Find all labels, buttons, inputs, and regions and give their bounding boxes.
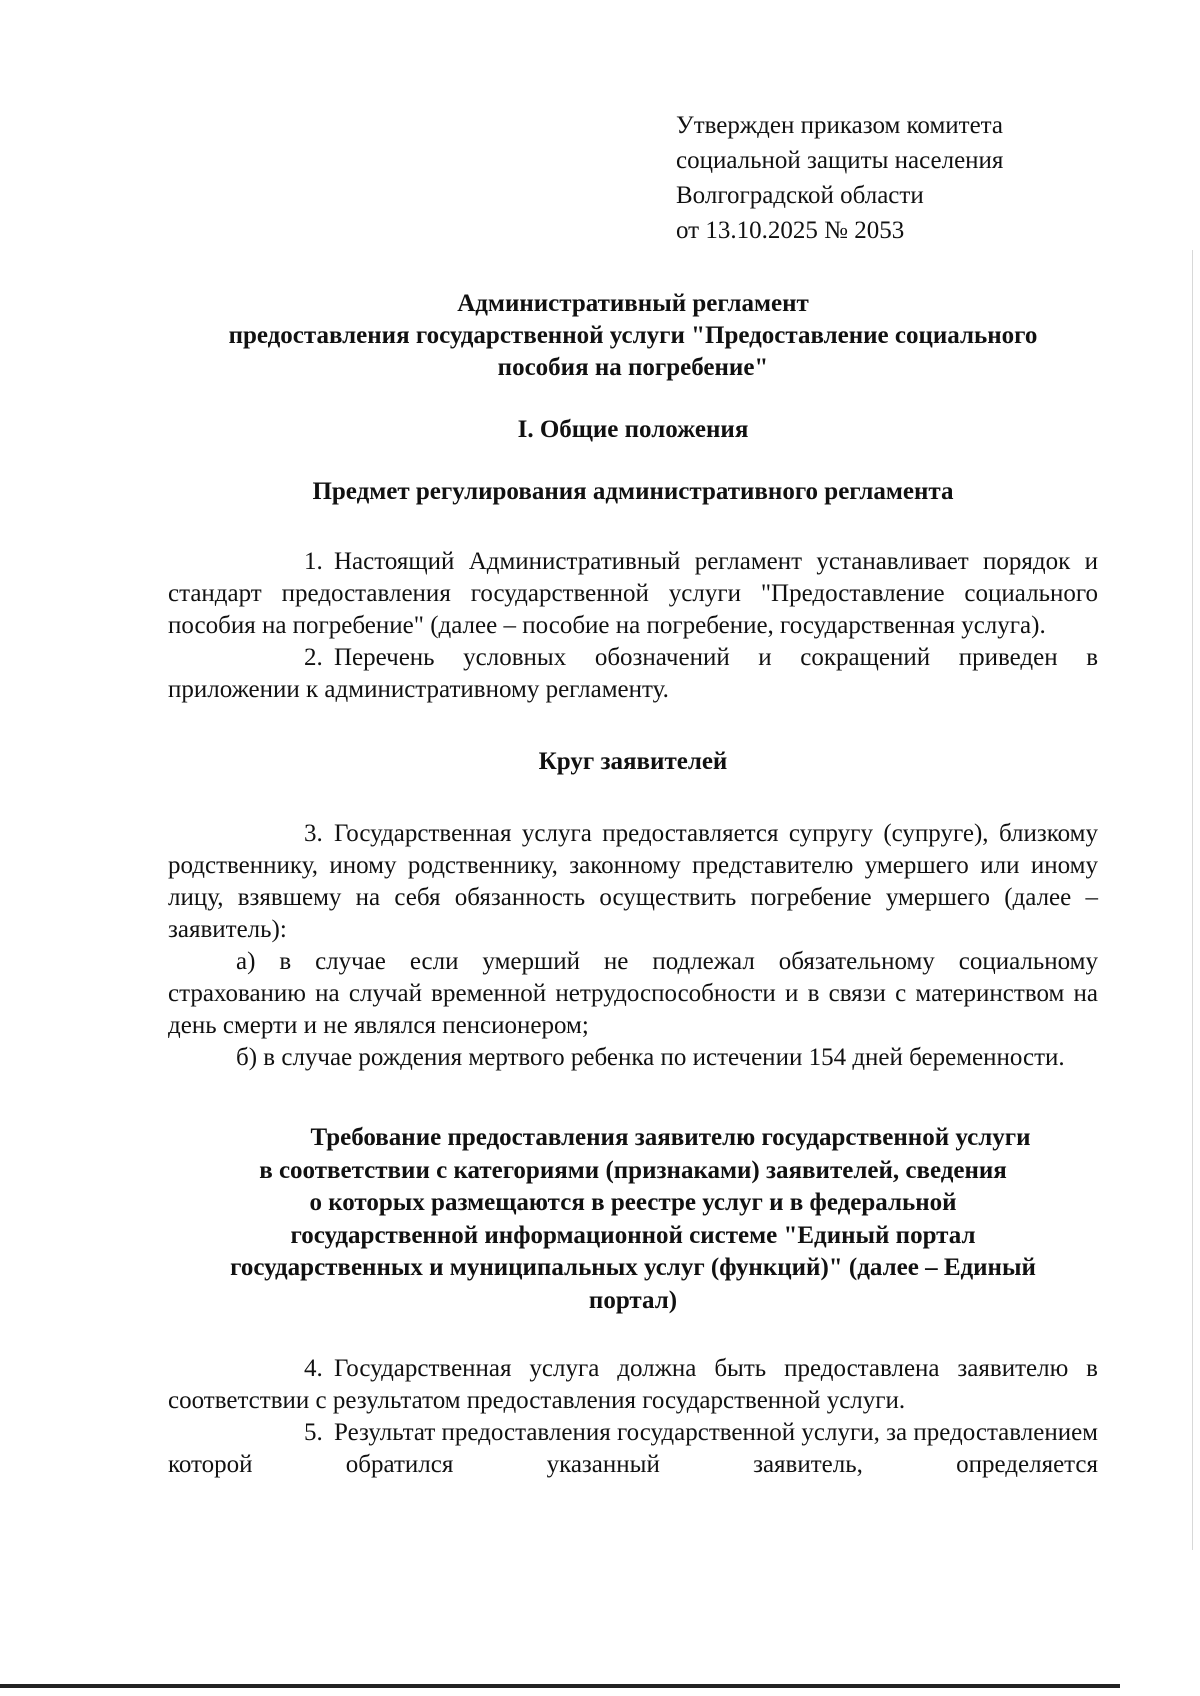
scan-bottom-border [0,1684,1120,1688]
requirement-title-line: в соответствии с категориями (признаками) заявителей, сведения [259,1156,1007,1184]
scan-edge-line [1192,250,1193,1550]
applicants-title-text: Круг заявителей [538,748,728,775]
requirement-title-line: портал) [588,1286,678,1314]
requirement-title-line: государственных и муниципальных услуг (функций)" (далее – Единый [230,1254,1036,1281]
subsection-title-text: Предмет регулирования административного регламента [312,478,954,505]
approval-line: Волгоградской области [676,182,924,209]
paragraph-text: Государственная услуга должна быть предоставлена заявителю в соответствии с результатом предоставления государственной услуги. [168,1355,1098,1414]
section-title [168,414,1098,446]
approval-line: социальной защиты населения [676,147,1004,174]
list-item-b: б) в случае рождения мертвого ребенка по истечении 154 дней беременности. [236,1044,1065,1071]
paragraph-1 [168,546,1098,642]
paragraph-text: Перечень условных обозначений и сокращений приведен в приложении к административному регламенту. [168,644,1098,703]
paragraph-number: 2. [304,644,323,671]
paragraph-number: 1. [304,548,323,575]
paragraph-2 [168,642,1098,706]
paragraph-number: 5. [304,1419,323,1446]
applicants-title [168,746,1098,778]
paragraph-5 [168,1417,1098,1481]
requirement-title-line: Требование предоставления заявителю государственной услуги [310,1124,1031,1151]
requirement-title [168,1122,1098,1317]
paragraph-text: Результат предоставления государственной услуги, за предоставлением которой обратился указанный заявитель, определяется [168,1419,1098,1478]
paragraph-text: Государственная услуга предоставляется супругу (супруге), близкому родственнику, иному родственнику, законному представителю умершего или иному лицу, взявшему на себя обязанность осуществить погребение умершего (далее – заявитель): [168,820,1098,943]
paragraph-number: 4. [304,1355,323,1382]
section-title-text: I. Общие положения [517,416,749,443]
requirement-title-line: государственной информационной системе "Единый портал [290,1221,976,1249]
paragraph-3 [168,818,1098,946]
document-body [168,288,1098,1481]
paragraph-4 [168,1353,1098,1417]
document-title [168,288,1098,384]
paragraph-text: Настоящий Административный регламент устанавливает порядок и стандарт предоставления государственной услуги "Предоставление социального пособия на погребение" (далее – пособие на погребение, государственная услуга). [168,548,1098,639]
title-line: предоставления государственной услуги "Предоставление социального [228,322,1038,349]
approval-date-line: от 13.10.2025 № 2053 [676,217,905,244]
subsection-title [168,476,1098,508]
paragraph-number: 3. [304,820,323,847]
approval-line: Утвержден приказом комитета [676,112,1003,139]
title-line: пособия на погребение" [497,354,769,381]
list-item-a: а) в случае если умерший не подлежал обязательному социальному страхованию на случай временной нетрудоспособности и в связи с материнством на день смерти и не являлся пенсионером; [168,948,1098,1039]
title-line: Административный регламент [457,290,809,317]
approval-stamp-text [676,108,1096,248]
requirement-title-line: о которых размещаются в реестре услуг и в федеральной [309,1189,957,1216]
